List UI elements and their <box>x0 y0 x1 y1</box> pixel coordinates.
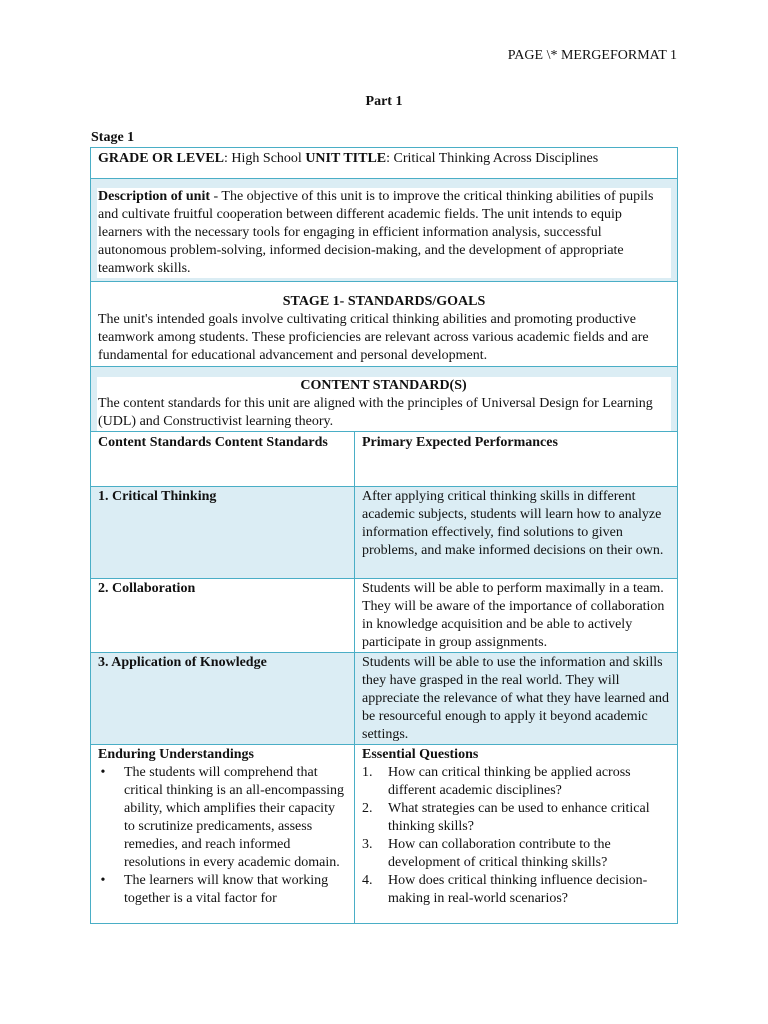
standards-goals-heading: STAGE 1- STANDARDS/GOALS <box>282 294 486 309</box>
standard-cell <box>91 653 355 745</box>
content-standards-row <box>91 367 678 432</box>
enduring-list <box>98 764 348 908</box>
description-text: - The objective of this unit is to improve the critical thinking abilities of pupils and cultivate fruitful cooperation between different academic fields. The unit intends to equip learners with the necessary tools for engaging in efficient information analysis, successful autonomous problem-solving, informed decision-making, and the development of appropriate teamwork skills. <box>98 189 654 276</box>
essential-cell <box>355 745 678 924</box>
standards-goals-row <box>91 282 678 367</box>
question-number: 3. <box>362 837 373 852</box>
grade-value: : High School <box>224 151 306 166</box>
question-text: How does critical thinking influence decision-making in real-world scenarios? <box>388 873 648 906</box>
description-cell <box>91 179 678 282</box>
unit-title-label: UNIT TITLE <box>305 151 387 166</box>
performance-text: Students will be able to use the information and skills they have grasped in the real world. They will appreciate the relevance of what they have learned and be resourceful enough to apply it beyond academic settings. <box>362 655 670 742</box>
question-text: How can critical thinking be applied across different academic disciplines? <box>388 765 631 798</box>
unit-plan-table <box>90 147 678 924</box>
table-header-row <box>91 432 678 487</box>
content-standards-cell <box>91 367 678 432</box>
list-item <box>362 764 671 800</box>
description-label: Description of unit <box>98 189 210 204</box>
stage-label: Stage 1 <box>91 130 135 145</box>
question-text: How can collaboration contribute to the development of critical thinking skills? <box>388 837 611 870</box>
content-standards-text: The content standards for this unit are aligned with the principles of Universal Design for Learning (UDL) and Constructivist learning theory. <box>98 396 653 429</box>
standard-cell <box>91 579 355 653</box>
essential-heading: Essential Questions <box>362 747 479 762</box>
content-standards-heading: CONTENT STANDARD(S) <box>300 378 467 393</box>
standards-goals-text: The unit's intended goals involve cultivating critical thinking abilities and promoting productive teamwork among students. These proficiencies are relevant across various academic fields and are fundamental for educational advancement and personal development. <box>98 312 649 363</box>
standard-cell <box>91 487 355 579</box>
question-number: 1. <box>362 765 373 780</box>
enduring-heading: Enduring Understandings <box>98 747 255 762</box>
performance-text: Students will be able to perform maximally in a team. They will be aware of the importance of collaboration in knowledge acquisition and be able to actively participate in group assignments. <box>362 581 665 650</box>
question-text: What strategies can be used to enhance critical thinking skills? <box>388 801 650 834</box>
performance-text: After applying critical thinking skills in different academic subjects, students will learn how to analyze information effectively, find solutions to given problems, and make informed decisions on their own. <box>362 489 664 558</box>
page-number-field: PAGE \* MERGEFORMAT 1 <box>507 48 677 63</box>
standard-name: 1. Critical Thinking <box>98 489 217 504</box>
list-item: • The students will comprehend that critical thinking is an all-encompassing ability, which amplifies their capacity to scrutinize predicaments, assess remedies, and reach informed resolutions in every academic domain. <box>124 764 348 872</box>
essential-list <box>362 764 671 908</box>
enduring-cell <box>91 745 355 924</box>
col1-header: Content Standards Content Standards <box>98 435 328 450</box>
performance-cell <box>355 487 678 579</box>
table-row <box>91 653 678 745</box>
description-row <box>91 179 678 282</box>
grade-cell <box>91 148 678 179</box>
understandings-row <box>91 745 678 924</box>
grade-label: GRADE OR LEVEL <box>98 151 225 166</box>
col2-header: Primary Expected Performances <box>362 435 558 450</box>
list-item <box>362 800 671 836</box>
col1-header-cell <box>91 432 355 487</box>
grade-row <box>91 148 678 179</box>
standards-goals-cell <box>91 282 678 367</box>
performance-cell <box>355 653 678 745</box>
performance-cell <box>355 579 678 653</box>
description-block <box>97 188 671 278</box>
standard-name: 3. Application of Knowledge <box>98 655 267 670</box>
unit-title-value: : Critical Thinking Across Disciplines <box>386 151 599 166</box>
col2-header-cell <box>355 432 678 487</box>
part-title: Part 1 <box>365 94 403 109</box>
standard-name: 2. Collaboration <box>98 581 196 596</box>
list-item <box>362 872 671 908</box>
list-item: • The learners will know that working together is a vital factor for <box>124 872 348 908</box>
question-number: 4. <box>362 873 373 888</box>
content-standards-block <box>97 377 671 431</box>
question-number: 2. <box>362 801 373 816</box>
list-item <box>362 836 671 872</box>
table-row <box>91 487 678 579</box>
table-row <box>91 579 678 653</box>
